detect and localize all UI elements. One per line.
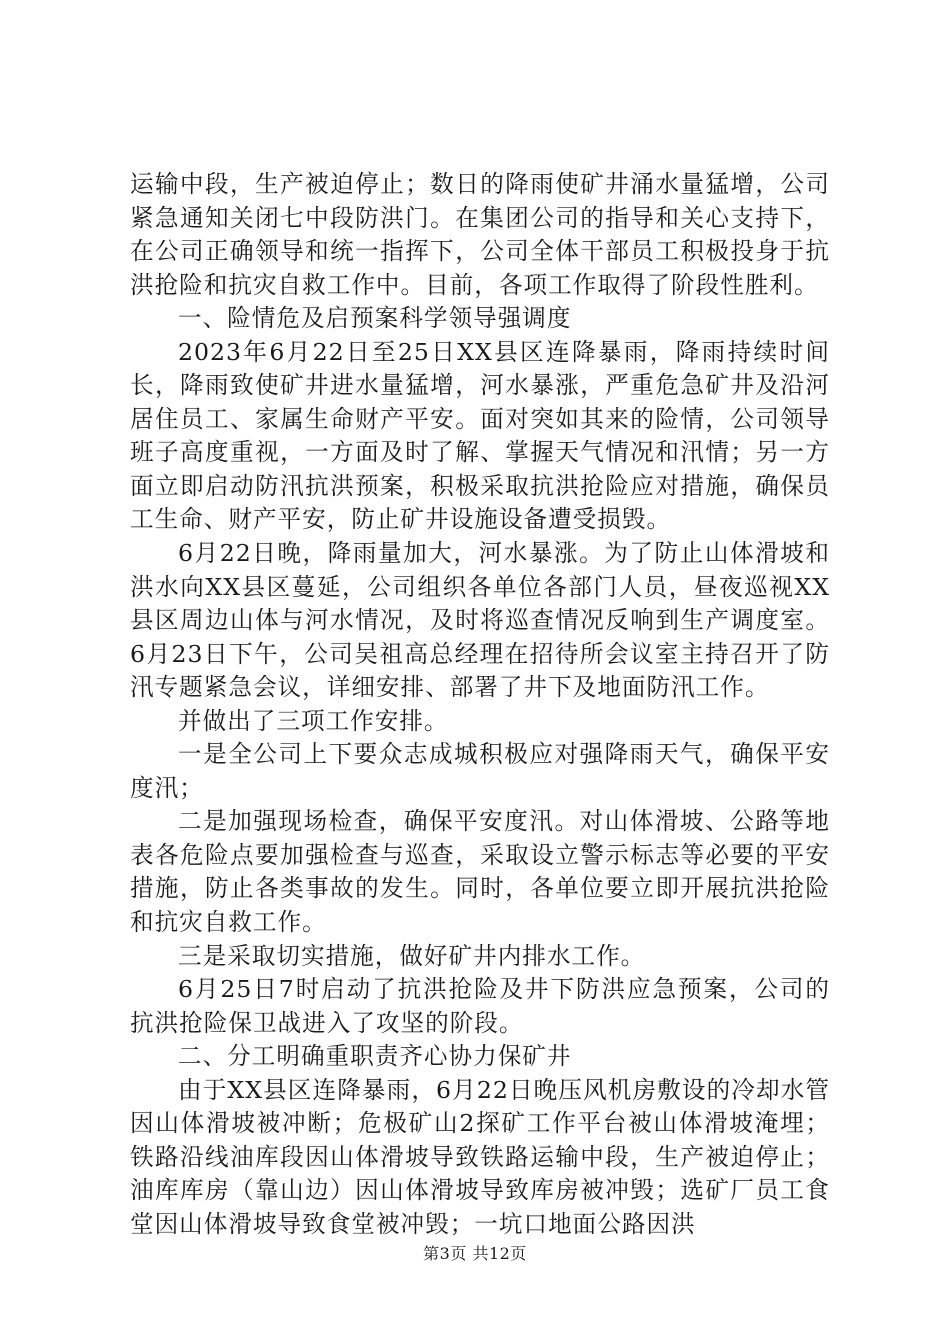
paragraph: 并做出了三项工作安排。 xyxy=(178,706,449,735)
paragraph: 6月25日7时启动了抗洪抢险及井下防洪应急预案，公司的抗洪抢险保卫战进入了攻坚的阶段。 xyxy=(130,975,830,1037)
document-body xyxy=(130,168,830,1242)
paragraph-continuation: 运输中段，生产被迫停止；数日的降雨使矿井涌水量猛增，公司紧急通知关闭七中段防洪门。在集团公司的指导和关心支持下，在公司正确领导和统一指挥下，公司全体干部员工积极投身于抗洪抢险和抗灾自救工作中。目前，各项工作取得了阶段性胜利。 xyxy=(130,170,830,299)
paragraph: 由于XX县区连降暴雨，6月22日晚压风机房敷设的冷却水管因山体滑坡被冲断；危极矿山2探矿工作平台被山体滑坡淹埋；铁路沿线油库段因山体滑坡导致铁路运输中段，生产被迫停止；油库库房（靠山边）因山体滑坡导致库房被冲毁；选矿厂员工食堂因山体滑坡导致食堂被冲毁；一坑口地面公路因洪 xyxy=(130,1075,830,1238)
section-heading-1: 一、险情危及启预案科学领导强调度 xyxy=(178,304,572,333)
section-heading-2: 二、分工明确重职责齐心协力保矿井 xyxy=(178,1042,572,1071)
page-number: 第3页 共12页 xyxy=(423,1244,527,1263)
list-item-1: 一是全公司上下要众志成城积极应对强降雨天气，确保平安度汛； xyxy=(130,740,830,802)
list-item-3: 三是采取切实措施，做好矿井内排水工作。 xyxy=(178,941,646,970)
paragraph: 2023年6月22日至25日XX县区连降暴雨，降雨持续时间长，降雨致使矿井进水量猛增，河水暴涨，严重危急矿井及沿河居住员工、家属生命财产平安。面对突如其来的险情，公司领导班子高度重视，一方面及时了解、掌握天气情况和汛情；另一方面立即启动防汛抗洪预案，积极采取抗洪抢险应对措施，确保员工生命、财产平安，防止矿井设施设备遭受损毁。 xyxy=(130,337,830,534)
list-item-2: 二是加强现场检查，确保平安度汛。对山体滑坡、公路等地表各危险点要加强检查与巡查，采取设立警示标志等必要的平安措施，防止各类事故的发生。同时，各单位要立即开展抗洪抢险和抗灾自救工作。 xyxy=(130,807,830,937)
paragraph: 6月22日晚，降雨量加大，河水暴涨。为了防止山体滑坡和洪水向XX县区蔓延，公司组织各单位各部门人员，昼夜巡视XX县区周边山体与河水情况，及时将巡查情况反响到生产调度室。6月23日下午，公司吴祖高总经理在招待所会议室主持召开了防汛专题紧急会议，详细安排、部署了井下及地面防汛工作。 xyxy=(130,539,830,702)
